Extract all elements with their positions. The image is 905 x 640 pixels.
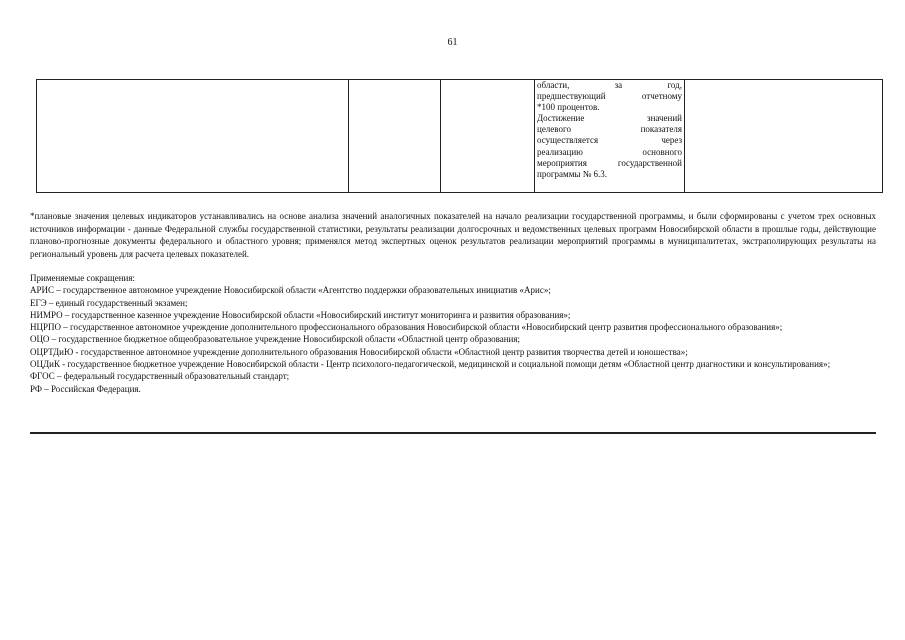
abbreviations-list: [30, 272, 876, 395]
abbreviation-item: НИМРО – государственное казенное учреждение Новосибирской области «Новосибирский институт мониторинга и развития образования»;: [30, 309, 571, 320]
indicators-table: [36, 79, 883, 193]
footnote: *плановые значения целевых индикаторов устанавливались на основе анализа значений аналогичных показателей на начало реализации государственной программы, и были сформированы с учетом трех основных источников информации - данные Федеральной службы государственной статистики, результаты реализации долгосрочных и ведомственных целевых программ Новосибирской области в прошлые годы, действующие планово-прогнозные документы федерального и областного уровня; применялся метод экспертных оценок результатов реализации мероприятий программы в муниципалитетах, экстраполирующих результаты на региональный уровень для расчета целевых показателей.: [30, 211, 876, 259]
indicator-text-line: целевого показателя: [537, 124, 682, 135]
abbreviation-item: ФГОС – федеральный государственный образовательный стандарт;: [30, 371, 290, 382]
table-row: [37, 80, 883, 193]
table-cell-2: [349, 80, 441, 193]
abbreviation-item: АРИС – государственное автономное учреждение Новосибирской области «Агентство поддержки образовательных инициатив «Арис»;: [30, 285, 551, 296]
page-number: 61: [447, 37, 458, 48]
abbreviations-heading: Применяемые сокращения:: [30, 273, 136, 283]
table-cell-3: [441, 80, 535, 193]
abbreviation-item: РФ – Российская Федерация.: [30, 383, 141, 394]
table-cell-indicator-text: [535, 80, 685, 193]
abbreviation-item: ЕГЭ – единый государственный экзамен;: [30, 297, 188, 308]
table-cell-5: [685, 80, 883, 193]
table-cell-1: [37, 80, 349, 193]
bottom-divider: [30, 432, 876, 434]
indicator-text-line: Достижение значений: [537, 113, 682, 124]
indicator-text-line: предшествующий отчетному: [537, 91, 682, 102]
indicator-text-line: области, за год,: [537, 80, 682, 90]
abbreviation-item: ОЦДиК - государственное бюджетное учреждение Новосибирской области - Центр психолого-педагогической, медицинской и социальной помощи детям «Областной центр диагностики и консультирования»;: [30, 359, 831, 370]
indicator-text-line: *100 процентов.: [537, 102, 600, 113]
abbreviation-item: ОЦО – государственное бюджетное общеобразовательное учреждение Новосибирской области «Областной центр образования;: [30, 334, 521, 345]
abbreviation-item: НЦРПО – государственное автономное учреждение дополнительного профессионального образования Новосибирской области «Новосибирский центр развития профессионального образования»;: [30, 322, 783, 333]
indicator-text-line: осуществляется через: [537, 135, 682, 146]
indicator-text-line: программы № 6.3.: [537, 168, 608, 179]
indicator-text-line: реализацию основного: [537, 146, 682, 157]
indicator-text-line: мероприятия государственной: [537, 157, 682, 168]
abbreviation-item: ОЦРТДиЮ - государственное автономное учреждение дополнительного образования Новосибирской области «Областной центр развития творчества детей и юношества»;: [30, 346, 688, 357]
